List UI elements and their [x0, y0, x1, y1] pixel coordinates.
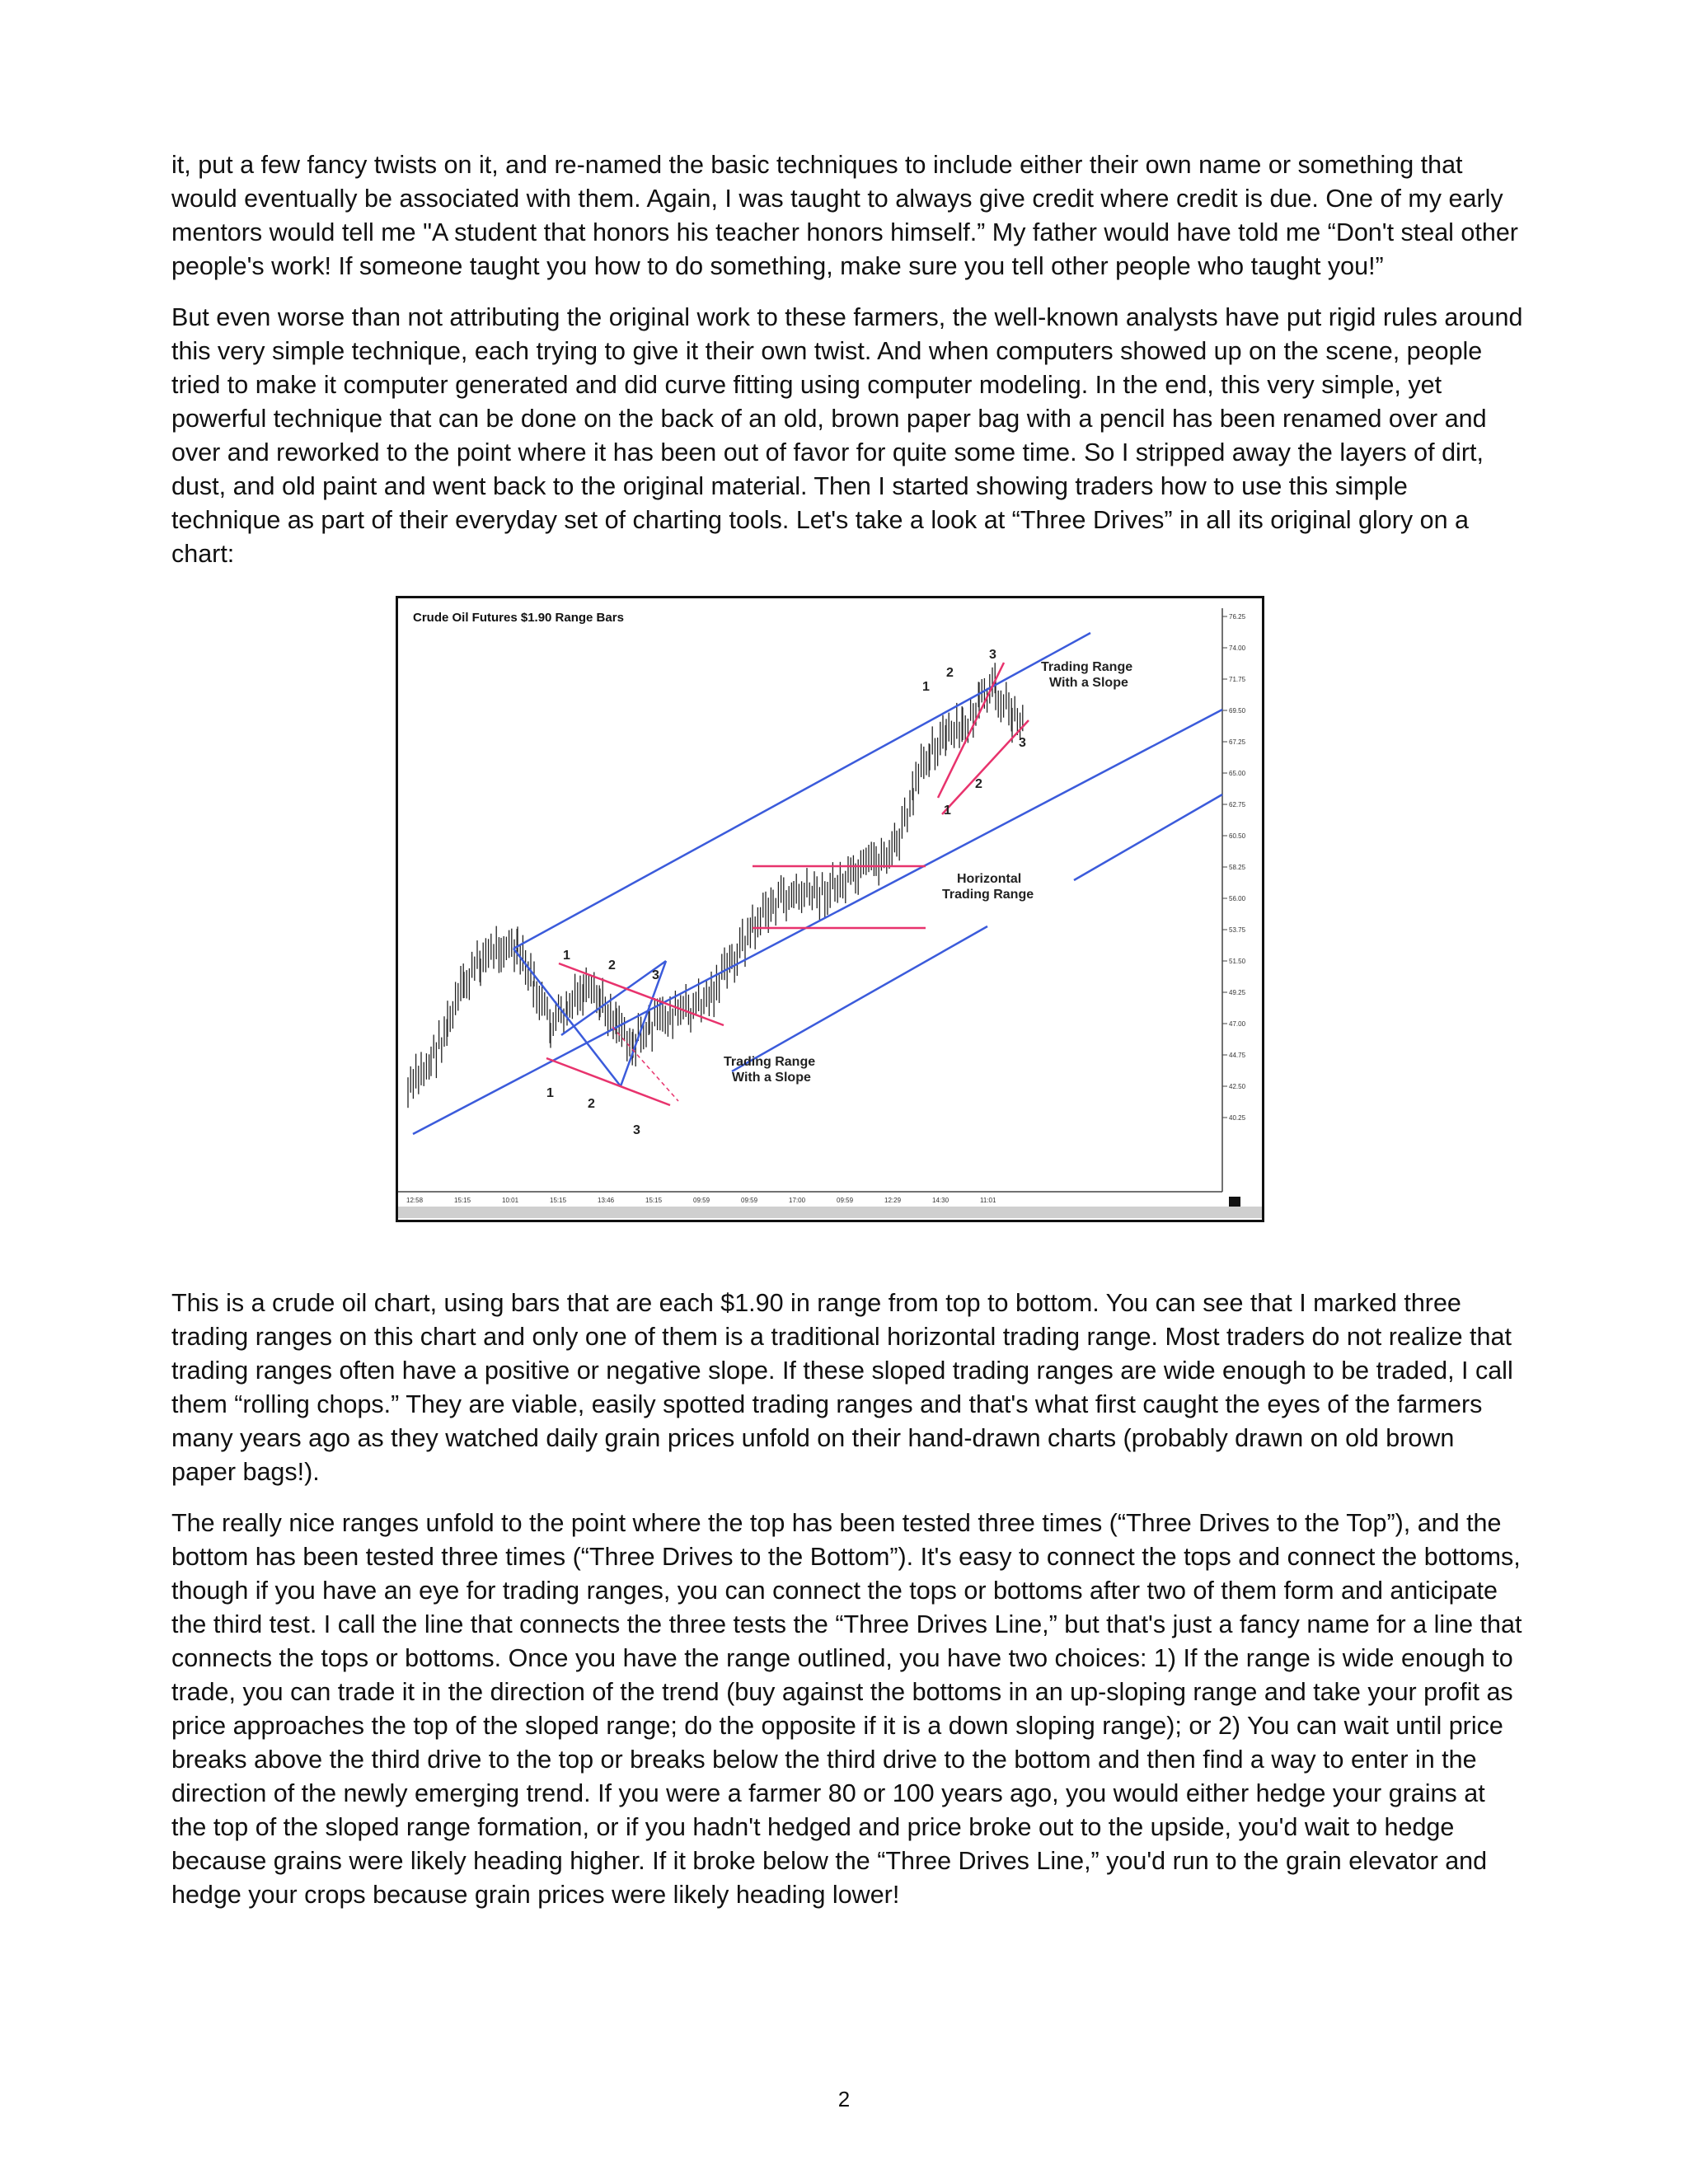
upper-bottom-drive-1: 1: [944, 804, 951, 818]
paragraph-1: it, put a few fancy twists on it, and re-named the basic techniques to include either their own name or something that would eventually be associated with them. Again, I was taught to always give credit where credit is due. One of my early mentors would tell me "A student that honors his teacher honors himself.” My father would have told me “Don't steal other people's work! If someone taught you how to do something, make sure you tell other people who taught you!”: [171, 151, 1518, 280]
x-axis-ticks: [406, 1197, 996, 1204]
x-tick-label: 09:59: [693, 1197, 710, 1204]
x-tick-label: 12:29: [884, 1197, 902, 1204]
horizontal-range-label: Horizontal Trading Range: [942, 872, 1034, 902]
channel-middle-line: [413, 710, 1222, 1134]
y-tick-label: 40.25: [1229, 1114, 1246, 1122]
upper-top-drive-1: 1: [922, 680, 930, 694]
x-tick-label: 14:30: [932, 1197, 950, 1204]
lower-top-drive-2: 2: [608, 958, 616, 972]
x-tick-label: 13:46: [598, 1197, 615, 1204]
lower-top-drive-3: 3: [652, 968, 659, 982]
x-tick-label: 10:01: [502, 1197, 519, 1204]
scroll-strip: [398, 1207, 1262, 1218]
x-tick-label: 17:00: [789, 1197, 806, 1204]
y-tick-label: 76.25: [1229, 613, 1246, 621]
y-tick-label: 42.50: [1229, 1083, 1246, 1090]
lower-bottom-drive-2: 2: [588, 1097, 595, 1111]
y-tick-label: 53.75: [1229, 926, 1246, 934]
lower-range-label: Trading Range With a Slope: [724, 1055, 816, 1085]
y-tick-label: 69.50: [1229, 707, 1246, 715]
y-tick-label: 67.25: [1229, 738, 1246, 746]
upper-range-top-line: [938, 663, 1004, 798]
upper-range-label: Trading Range With a Slope: [1041, 660, 1133, 690]
page-content: [171, 148, 1523, 1912]
chart-canvas: [398, 598, 1262, 1220]
upper-bottom-drive-2: 2: [975, 777, 982, 791]
upper-range-bottom-line: [942, 720, 1029, 814]
paragraph-4: The really nice ranges unfold to the point where the top has been tested three times (“Three Drives to the Top”), and the bottom has been tested three times (“Three Drives to the Bottom”). It's easy to connect the tops and connect the bottoms, though if you have an eye for trading ranges, you can connect the tops or bottoms after two of them form and anticipate the third test. I call the line that connects the three tests the “Three Drives Line,” but that's just a fancy name for a line that connects the tops or bottoms. Once you have the range outlined, you have two choices: 1) If the range is wide enough to trade, you can trade it in the direction of the trend (buy against the bottoms in an up-sloping range and take your profit as price approaches the top of the sloped range; do the opposite if it is a down sloping range); or 2) You can wait until price breaks above the third drive to the top or breaks below the third drive to the bottom and then find a way to enter in the direction of the newly emerging trend. If you were a farmer 80 or 100 years ago, you would either hedge your grains at the top of the sloped range formation, or if you hadn't hedged and price broke out to the upside, you'd wait to hedge because grains were likely heading higher. If it broke below the “Three Drives Line,” you'd run to the grain elevator and hedge your crops because grain prices were likely heading lower!: [171, 1509, 1522, 1909]
channel-lower-line-a: [732, 926, 987, 1071]
y-tick-label: 74.00: [1229, 644, 1246, 652]
page-number: 2: [837, 2087, 851, 2111]
y-tick-label: 71.75: [1229, 676, 1246, 683]
after-figure-text: [171, 1286, 1523, 1912]
crude-oil-chart-figure: [396, 596, 1264, 1222]
channel-lower-line-b: [1074, 794, 1222, 880]
upper-top-drive-2: 2: [946, 666, 954, 680]
lower-bottom-drive-1: 1: [546, 1086, 554, 1100]
y-tick-label: 58.25: [1229, 864, 1246, 871]
y-tick-label: 49.25: [1229, 989, 1246, 996]
lower-bottom-drive-3: 3: [633, 1123, 640, 1137]
x-tick-label: 15:15: [645, 1197, 663, 1204]
x-tick-label: 15:15: [454, 1197, 471, 1204]
x-tick-label: 09:59: [741, 1197, 758, 1204]
y-tick-label: 65.00: [1229, 770, 1246, 777]
upper-bottom-drive-3: 3: [1019, 736, 1026, 750]
y-tick-label: 47.00: [1229, 1020, 1246, 1028]
y-tick-label: 51.50: [1229, 958, 1246, 965]
x-tick-label: 15:15: [550, 1197, 567, 1204]
y-tick-label: 60.50: [1229, 832, 1246, 840]
x-tick-label: 11:01: [980, 1197, 996, 1204]
paragraph-2: But even worse than not attributing the original work to these farmers, the well-known analysts have put rigid rules around this very simple technique, each trying to give it their own twist. And when computers showed up on the scene, people tried to make it computer generated and did curve fitting using computer modeling. In the end, this very simple, yet powerful technique that can be done on the back of an old, brown paper bag with a pencil has been renamed over and over and reworked to the point where it has been out of favor for quite some time. So I stripped away the layers of dirt, dust, and old paint and went back to the original material. Then I started showing traders how to use this simple technique as part of their everyday set of charting tools. Let's take a look at “Three Drives” in all its original glory on a chart:: [171, 303, 1523, 568]
y-axis-ticks: [1222, 613, 1246, 1122]
lower-range-dashed-line: [612, 1027, 678, 1101]
x-tick-label: 12:58: [406, 1197, 424, 1204]
lower-top-drive-1: 1: [563, 949, 570, 963]
y-tick-label: 62.75: [1229, 801, 1246, 808]
x-tick-label: 09:59: [837, 1197, 854, 1204]
corner-marker: [1229, 1197, 1240, 1207]
lower-range-bottom-line: [546, 1058, 670, 1105]
chart-title: Crude Oil Futures $1.90 Range Bars: [413, 611, 624, 625]
upper-top-drive-3: 3: [989, 648, 996, 662]
y-tick-label: 56.00: [1229, 895, 1246, 902]
paragraph-3: This is a crude oil chart, using bars that are each $1.90 in range from top to bottom. You can see that I marked three trading ranges on this chart and only one of them is a traditional horizontal trading range. Most traders do not realize that trading ranges often have a positive or negative slope. If these sloped trading ranges are wide enough to be traded, I call them “rolling chops.” They are viable, easily spotted trading ranges and that's what first caught the eyes of the farmers many years ago as they watched daily grain prices unfold on their hand-drawn charts (probably drawn on old brown paper bags!).: [171, 1289, 1513, 1486]
price-bars: [408, 663, 1023, 1108]
y-tick-label: 44.75: [1229, 1052, 1246, 1059]
